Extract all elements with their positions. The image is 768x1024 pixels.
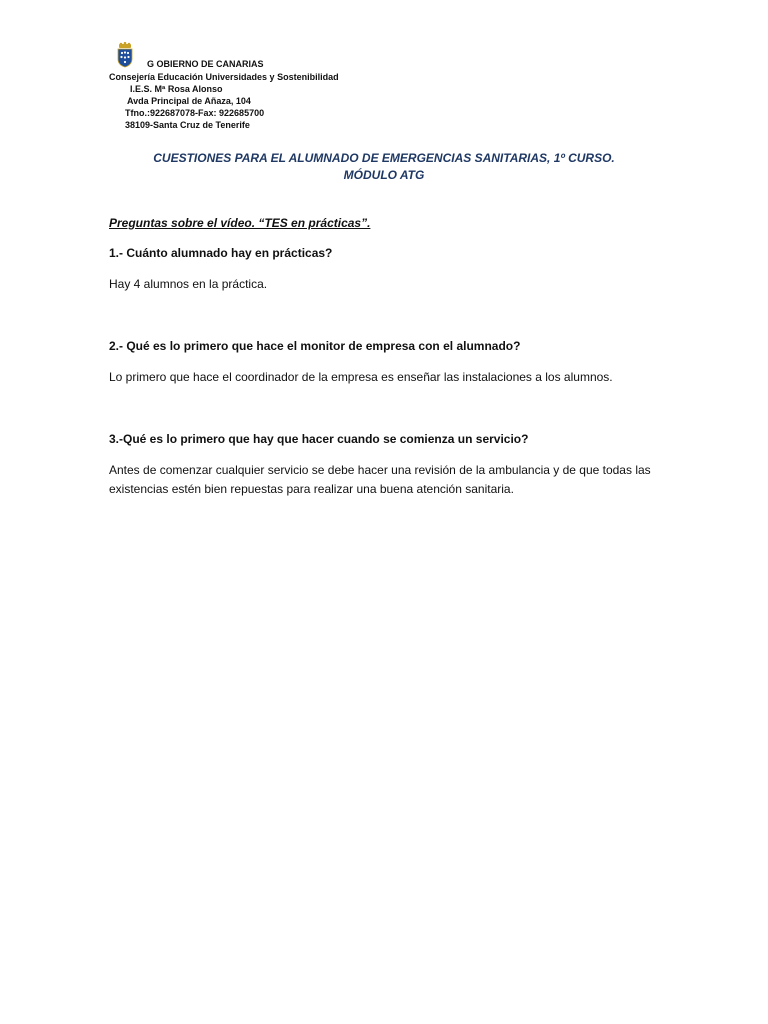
school-phone-fax: Tfno.:922687078-Fax: 922685700 bbox=[125, 108, 265, 118]
government-name: G OBIERNO DE CANARIAS bbox=[147, 59, 264, 69]
document-title-line-2: MÓDULO ATG bbox=[343, 168, 425, 182]
answer-2: Lo primero que hace el coordinador de la empresa es enseñar las instalaciones a los alumnos. bbox=[109, 370, 613, 384]
school-address: Avda Principal de Añaza, 104 bbox=[127, 96, 251, 106]
section-subtitle: Preguntas sobre el vídeo. “TES en prácticas”. bbox=[109, 216, 371, 230]
school-city: 38109-Santa Cruz de Tenerife bbox=[125, 120, 250, 130]
document-title-line-1: CUESTIONES PARA EL ALUMNADO DE EMERGENCIAS SANITARIAS, 1º CURSO. bbox=[153, 151, 615, 165]
department-name: Consejería Educación Universidades y Sostenibilidad bbox=[109, 72, 339, 82]
answer-1: Hay 4 alumnos en la práctica. bbox=[109, 277, 268, 291]
question-2: 2.- Qué es lo primero que hace el monitor de empresa con el alumnado? bbox=[109, 339, 521, 353]
coat-of-arms-icon bbox=[116, 42, 134, 68]
answer-3: Antes de comenzar cualquier servicio se debe hacer una revisión de la ambulancia y de que todas las existencias estén bien repuestas para realizar una buena atención sanitaria. bbox=[109, 463, 651, 496]
school-name: I.E.S. Mª Rosa Alonso bbox=[130, 84, 223, 94]
question-3: 3.-Qué es lo primero que hay que hacer cuando se comienza un servicio? bbox=[109, 432, 529, 446]
question-1: 1.- Cuánto alumnado hay en prácticas? bbox=[109, 246, 333, 260]
